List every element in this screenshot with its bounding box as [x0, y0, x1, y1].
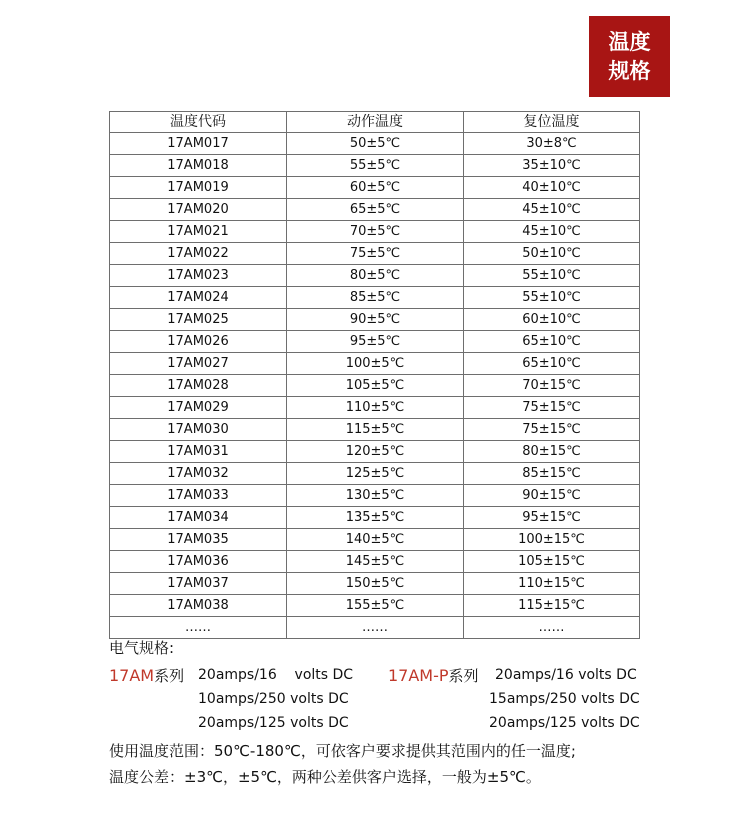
cell-temp-code: 17AM022	[110, 243, 287, 265]
table-row	[110, 507, 640, 529]
cell-reset-temp: 50±10℃	[464, 243, 640, 265]
table-row	[110, 243, 640, 265]
cell-operate-temp: 115±5℃	[287, 419, 464, 441]
cell-operate-temp: ……	[287, 617, 464, 639]
cell-temp-code: 17AM038	[110, 595, 287, 617]
table-row	[110, 551, 640, 573]
cell-temp-code: 17AM017	[110, 133, 287, 155]
cell-reset-temp: ……	[464, 617, 640, 639]
cell-operate-temp: 80±5℃	[287, 265, 464, 287]
cell-temp-code: 17AM032	[110, 463, 287, 485]
cell-operate-temp: 95±5℃	[287, 331, 464, 353]
cell-reset-temp: 40±10℃	[464, 177, 640, 199]
cell-temp-code: 17AM024	[110, 287, 287, 309]
cell-reset-temp: 45±10℃	[464, 199, 640, 221]
cell-reset-temp: 70±15℃	[464, 375, 640, 397]
tolerance-note: 温度公差：±3℃，±5℃，两种公差供客户选择，一般为±5℃。	[109, 768, 541, 786]
cell-reset-temp: 35±10℃	[464, 155, 640, 177]
table-row	[110, 375, 640, 397]
cell-reset-temp: 80±15℃	[464, 441, 640, 463]
right-series-line-1	[388, 665, 479, 686]
cell-operate-temp: 150±5℃	[287, 573, 464, 595]
temperature-spec-badge	[589, 16, 670, 97]
table-row	[110, 331, 640, 353]
cell-operate-temp: 120±5℃	[287, 441, 464, 463]
cell-reset-temp: 45±10℃	[464, 221, 640, 243]
cell-operate-temp: 50±5℃	[287, 133, 464, 155]
table-row	[110, 221, 640, 243]
table-row	[110, 397, 640, 419]
electrical-spec-title: 电气规格:	[109, 639, 175, 657]
cell-operate-temp: 110±5℃	[287, 397, 464, 419]
left-rating-3: 20amps/125 volts DC	[198, 715, 349, 731]
cell-operate-temp: 130±5℃	[287, 485, 464, 507]
cell-reset-temp: 30±8℃	[464, 133, 640, 155]
table-row	[110, 441, 640, 463]
table-row	[110, 155, 640, 177]
table-row	[110, 419, 640, 441]
cell-reset-temp: 85±15℃	[464, 463, 640, 485]
cell-temp-code: 17AM020	[110, 199, 287, 221]
cell-reset-temp: 65±10℃	[464, 353, 640, 375]
cell-operate-temp: 100±5℃	[287, 353, 464, 375]
cell-temp-code: 17AM025	[110, 309, 287, 331]
left-model: 17AM	[109, 666, 155, 685]
cell-reset-temp: 105±15℃	[464, 551, 640, 573]
right-model: 17AM-P	[388, 666, 449, 685]
right-series-label: 系列	[448, 667, 479, 685]
left-series-line-1	[109, 665, 184, 686]
cell-temp-code: 17AM027	[110, 353, 287, 375]
cell-operate-temp: 145±5℃	[287, 551, 464, 573]
table-row	[110, 199, 640, 221]
cell-operate-temp: 55±5℃	[287, 155, 464, 177]
table-row	[110, 595, 640, 617]
badge-line-2: 规格	[608, 58, 651, 83]
table-row	[110, 485, 640, 507]
cell-operate-temp: 140±5℃	[287, 529, 464, 551]
table-header-row	[110, 112, 640, 133]
cell-reset-temp: 95±15℃	[464, 507, 640, 529]
cell-temp-code: 17AM036	[110, 551, 287, 573]
table-row	[110, 309, 640, 331]
header-operate-temp: 动作温度	[287, 112, 464, 133]
cell-reset-temp: 75±15℃	[464, 397, 640, 419]
cell-temp-code: 17AM019	[110, 177, 287, 199]
cell-reset-temp: 90±15℃	[464, 485, 640, 507]
cell-reset-temp: 115±15℃	[464, 595, 640, 617]
cell-operate-temp: 85±5℃	[287, 287, 464, 309]
cell-operate-temp: 60±5℃	[287, 177, 464, 199]
table-row	[110, 133, 640, 155]
right-rating-3: 20amps/125 volts DC	[489, 715, 640, 731]
cell-temp-code: 17AM035	[110, 529, 287, 551]
cell-operate-temp: 135±5℃	[287, 507, 464, 529]
table-row	[110, 617, 640, 639]
cell-temp-code: 17AM034	[110, 507, 287, 529]
cell-temp-code: 17AM029	[110, 397, 287, 419]
table-row	[110, 177, 640, 199]
cell-temp-code: 17AM018	[110, 155, 287, 177]
cell-temp-code: 17AM021	[110, 221, 287, 243]
cell-operate-temp: 90±5℃	[287, 309, 464, 331]
cell-reset-temp: 60±10℃	[464, 309, 640, 331]
left-series-label: 系列	[154, 667, 185, 685]
table-row	[110, 573, 640, 595]
cell-operate-temp: 70±5℃	[287, 221, 464, 243]
cell-temp-code: 17AM030	[110, 419, 287, 441]
badge-line-1: 温度	[608, 29, 651, 54]
cell-reset-temp: 65±10℃	[464, 331, 640, 353]
left-rating-1: 20amps/16 volts DC	[198, 667, 354, 683]
left-rating-2: 10amps/250 volts DC	[198, 691, 349, 707]
cell-temp-code: 17AM026	[110, 331, 287, 353]
cell-reset-temp: 55±10℃	[464, 287, 640, 309]
table-row	[110, 287, 640, 309]
header-temp-code: 温度代码	[110, 112, 287, 133]
cell-operate-temp: 65±5℃	[287, 199, 464, 221]
table-row	[110, 265, 640, 287]
cell-operate-temp: 105±5℃	[287, 375, 464, 397]
header-reset-temp: 复位温度	[464, 112, 640, 133]
cell-operate-temp: 125±5℃	[287, 463, 464, 485]
cell-temp-code: 17AM023	[110, 265, 287, 287]
operating-range-note: 使用温度范围：50℃-180℃，可依客户要求提供其范围内的任一温度;	[109, 742, 576, 760]
cell-temp-code: 17AM037	[110, 573, 287, 595]
table-body	[110, 133, 640, 639]
cell-operate-temp: 155±5℃	[287, 595, 464, 617]
cell-temp-code: ……	[110, 617, 287, 639]
cell-temp-code: 17AM031	[110, 441, 287, 463]
table-row	[110, 353, 640, 375]
cell-reset-temp: 75±15℃	[464, 419, 640, 441]
cell-temp-code: 17AM028	[110, 375, 287, 397]
right-rating-1: 20amps/16 volts DC	[495, 667, 637, 683]
table-row	[110, 463, 640, 485]
cell-operate-temp: 75±5℃	[287, 243, 464, 265]
temperature-spec-table	[109, 111, 640, 639]
right-rating-2: 15amps/250 volts DC	[489, 691, 640, 707]
cell-reset-temp: 100±15℃	[464, 529, 640, 551]
cell-temp-code: 17AM033	[110, 485, 287, 507]
cell-reset-temp: 55±10℃	[464, 265, 640, 287]
cell-reset-temp: 110±15℃	[464, 573, 640, 595]
table-row	[110, 529, 640, 551]
